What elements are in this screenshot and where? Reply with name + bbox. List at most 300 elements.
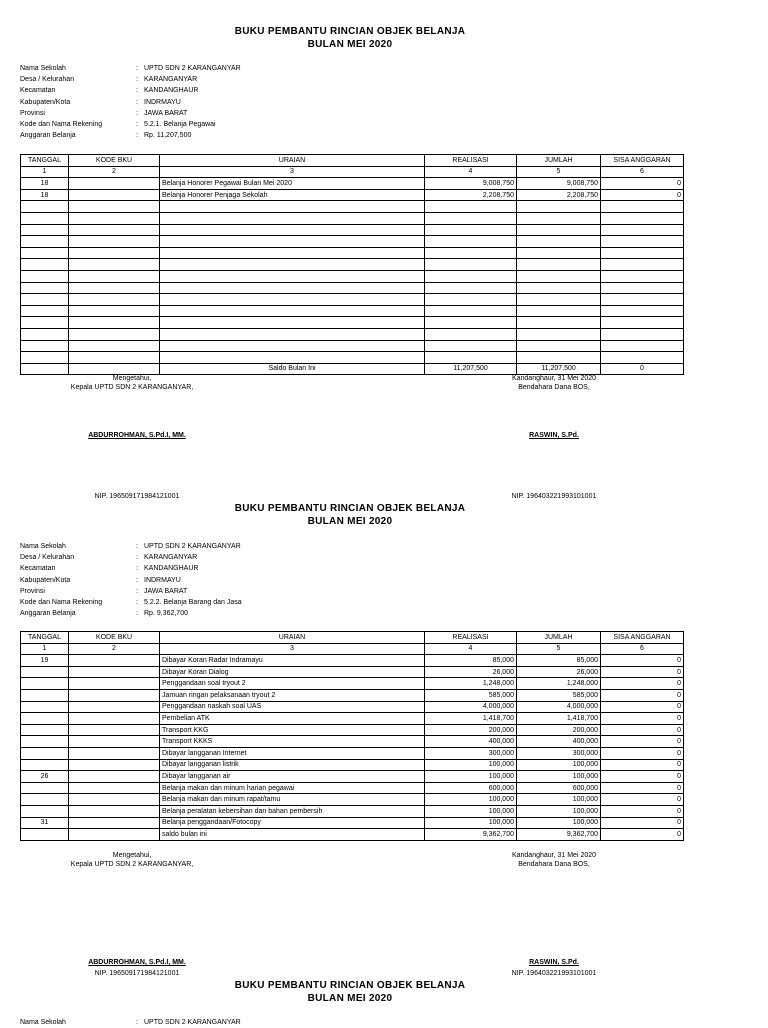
- empty-cell: [601, 236, 684, 248]
- cell-realisasi: 1,248,000: [425, 678, 517, 690]
- cell-sisa: 0: [601, 759, 684, 771]
- empty-row: [21, 305, 684, 317]
- footer-jumlah: 9,362,700: [517, 829, 601, 841]
- cell-sisa: 0: [601, 817, 684, 829]
- empty-cell: [425, 201, 517, 213]
- empty-cell: [160, 294, 425, 306]
- cell-sisa: 0: [601, 689, 684, 701]
- sign-right-name: RASWIN, S.Pd.: [529, 432, 579, 439]
- cell-realisasi: 100,000: [425, 771, 517, 783]
- column-header: URAIAN: [160, 155, 425, 167]
- cell-jumlah: 2,208,750: [517, 189, 601, 201]
- column-header: JUMLAH: [517, 632, 601, 644]
- cell-jumlah: 300,000: [517, 747, 601, 759]
- empty-cell: [69, 317, 160, 329]
- cell-uraian: Belanja Honorer Penjaga Sekolah: [160, 189, 425, 201]
- empty-cell: [517, 294, 601, 306]
- document-title: BUKU PEMBANTU RINCIAN OBJEK BELANJA: [234, 980, 466, 991]
- info-label: Nama Sekolah: [20, 1019, 66, 1026]
- column-header: SISA ANGGARAN: [601, 155, 684, 167]
- document-title: BUKU PEMBANTU RINCIAN OBJEK BELANJA: [234, 503, 466, 514]
- info-row: [20, 85, 241, 96]
- empty-row: [21, 236, 684, 248]
- sign-right-block: [474, 851, 634, 869]
- cell-sisa: 0: [601, 747, 684, 759]
- empty-cell: [69, 236, 160, 248]
- cell-uraian: Transport KKKS: [160, 736, 425, 748]
- cell-jumlah: 4,000,000: [517, 701, 601, 713]
- sign-right-line2: Bendahara Dana BOS,: [518, 384, 590, 391]
- info-colon: :: [136, 98, 138, 106]
- empty-cell: [69, 270, 160, 282]
- cell-jumlah: 100,000: [517, 771, 601, 783]
- info-colon: :: [136, 543, 138, 550]
- cell-tanggal: [21, 666, 69, 678]
- cell-realisasi: 1,418,700: [425, 713, 517, 725]
- empty-cell: [160, 317, 425, 329]
- empty-row: [21, 247, 684, 259]
- sign-left-name: ABDURROHMAN, S.Pd.I, MM.: [88, 959, 186, 966]
- empty-cell: [601, 212, 684, 224]
- info-value: JAWA BARAT: [144, 109, 188, 117]
- empty-cell: [21, 282, 69, 294]
- cell-jumlah: 1,418,700: [517, 713, 601, 725]
- empty-cell: [21, 236, 69, 248]
- cell-tanggal: [21, 782, 69, 794]
- cell-tanggal: [21, 747, 69, 759]
- sign-left-nip: NIP. 196509171984121001: [94, 493, 180, 500]
- info-label: Nama Sekolah: [20, 65, 66, 72]
- cell-realisasi: 300,000: [425, 747, 517, 759]
- cell-tanggal: [21, 805, 69, 817]
- empty-cell: [21, 328, 69, 340]
- cell-kode: [69, 805, 160, 817]
- empty-row: [21, 270, 684, 282]
- cell-uraian: Dibayar Koran Radar Indramayu: [160, 655, 425, 667]
- info-label: Kecamatan: [20, 565, 56, 573]
- column-header: KODE BKU: [69, 155, 160, 167]
- info-label: Kabupaten/Kota: [20, 98, 71, 106]
- cell-uraian: Penggandaan naskah soal UAS: [160, 701, 425, 713]
- empty-cell: [21, 224, 69, 236]
- empty-cell: [425, 247, 517, 259]
- cell-uraian: Dibayar Koran Dialog: [160, 666, 425, 678]
- cell-jumlah: 100,000: [517, 759, 601, 771]
- cell-kode: [69, 713, 160, 725]
- empty-cell: [517, 259, 601, 271]
- info-label: Provinsi: [20, 109, 45, 117]
- empty-cell: [517, 212, 601, 224]
- cell-sisa: 0: [601, 782, 684, 794]
- cell-jumlah: 585,000: [517, 689, 601, 701]
- empty-cell: [517, 282, 601, 294]
- footer-empty: [69, 829, 160, 841]
- cell-uraian: Pembelian ATK: [160, 713, 425, 725]
- empty-cell: [517, 236, 601, 248]
- empty-cell: [160, 236, 425, 248]
- empty-cell: [160, 340, 425, 352]
- school-info: [20, 1017, 241, 1028]
- info-row: [20, 108, 241, 119]
- info-label: Kode dan Nama Rekening: [20, 599, 103, 607]
- empty-cell: [601, 270, 684, 282]
- sign-right-name: RASWIN, S.Pd.: [529, 959, 579, 966]
- info-value: Rp. 9,362,700: [144, 610, 188, 618]
- cell-tanggal: 31: [21, 817, 69, 829]
- empty-cell: [425, 236, 517, 248]
- cell-uraian: Transport KKG: [160, 724, 425, 736]
- empty-row: [21, 259, 684, 271]
- cell-realisasi: 400,000: [425, 736, 517, 748]
- cell-sisa: 0: [601, 189, 684, 201]
- info-colon: :: [136, 76, 138, 84]
- cell-kode: [69, 771, 160, 783]
- info-row: [20, 608, 242, 619]
- table-row: [21, 817, 684, 829]
- column-number: 6: [601, 166, 684, 178]
- cell-uraian: Belanja Honorer Pegawai Bulan Mei 2020: [160, 178, 425, 190]
- column-header: JUMLAH: [517, 155, 601, 167]
- cell-realisasi: 4,000,000: [425, 701, 517, 713]
- cell-kode: [69, 678, 160, 690]
- cell-jumlah: 1,248,000: [517, 678, 601, 690]
- column-number: 5: [517, 166, 601, 178]
- sign-right-block: [474, 374, 634, 392]
- cell-kode: [69, 724, 160, 736]
- document-title: BUKU PEMBANTU RINCIAN OBJEK BELANJA: [234, 26, 466, 37]
- cell-sisa: 0: [601, 655, 684, 667]
- cell-sisa: 0: [601, 701, 684, 713]
- document-subtitle: BULAN MEI 2020: [307, 993, 393, 1004]
- ledger-table: [20, 154, 684, 375]
- empty-cell: [21, 294, 69, 306]
- header-row: [21, 632, 684, 644]
- info-label: Desa / Kelurahan: [20, 76, 75, 84]
- cell-tanggal: [21, 759, 69, 771]
- column-header: URAIAN: [160, 632, 425, 644]
- cell-kode: [69, 189, 160, 201]
- empty-cell: [160, 259, 425, 271]
- info-value: INDRMAYU: [144, 576, 181, 584]
- column-number-row: [21, 166, 684, 178]
- empty-cell: [517, 305, 601, 317]
- table-row: [21, 782, 684, 794]
- column-number: 3: [160, 643, 425, 655]
- empty-cell: [21, 352, 69, 364]
- column-number: 4: [425, 166, 517, 178]
- document-subtitle: BULAN MEI 2020: [307, 516, 393, 527]
- cell-realisasi: 585,000: [425, 689, 517, 701]
- empty-cell: [21, 317, 69, 329]
- column-header: TANGGAL: [21, 155, 69, 167]
- info-label: Provinsi: [20, 587, 45, 595]
- footer-label: saldo bulan ini: [160, 829, 425, 841]
- ledger-table: [20, 631, 684, 841]
- info-label: Desa / Kelurahan: [20, 554, 75, 562]
- empty-cell: [160, 201, 425, 213]
- empty-cell: [69, 352, 160, 364]
- info-row: [20, 575, 242, 586]
- column-number: 1: [21, 166, 69, 178]
- footer-label: Saldo Bulan Ini: [160, 363, 425, 375]
- cell-realisasi: 9,008,750: [425, 178, 517, 190]
- table-row: [21, 189, 684, 201]
- cell-sisa: 0: [601, 178, 684, 190]
- table-row: [21, 678, 684, 690]
- empty-row: [21, 294, 684, 306]
- sign-right-line1: Kandanghaur, 31 Mei 2020: [511, 375, 597, 382]
- footer-empty: [21, 829, 69, 841]
- empty-row: [21, 212, 684, 224]
- column-header: REALISASI: [425, 632, 517, 644]
- cell-kode: [69, 701, 160, 713]
- empty-cell: [425, 340, 517, 352]
- empty-cell: [601, 294, 684, 306]
- empty-cell: [69, 224, 160, 236]
- sign-left-block: [52, 374, 212, 392]
- footer-row: [21, 829, 684, 841]
- empty-cell: [601, 317, 684, 329]
- cell-uraian: Belanja makan dan minum harian pegawai: [160, 782, 425, 794]
- cell-jumlah: 200,000: [517, 724, 601, 736]
- empty-cell: [69, 247, 160, 259]
- cell-jumlah: 85,000: [517, 655, 601, 667]
- empty-cell: [425, 259, 517, 271]
- info-colon: :: [136, 587, 138, 595]
- empty-cell: [69, 212, 160, 224]
- empty-row: [21, 224, 684, 236]
- table-row: [21, 736, 684, 748]
- empty-cell: [21, 270, 69, 282]
- empty-cell: [601, 328, 684, 340]
- table-row: [21, 724, 684, 736]
- empty-cell: [69, 294, 160, 306]
- empty-row: [21, 201, 684, 213]
- cell-jumlah: 600,000: [517, 782, 601, 794]
- sign-left-name: ABDURROHMAN, S.Pd.I, MM.: [88, 432, 186, 439]
- empty-cell: [21, 340, 69, 352]
- empty-cell: [425, 328, 517, 340]
- empty-cell: [425, 270, 517, 282]
- sign-left-block: [52, 851, 212, 869]
- empty-cell: [425, 305, 517, 317]
- table-row: [21, 805, 684, 817]
- info-value: JAWA BARAT: [144, 587, 188, 595]
- empty-cell: [21, 212, 69, 224]
- info-row: [20, 552, 242, 563]
- empty-row: [21, 282, 684, 294]
- cell-realisasi: 100,000: [425, 794, 517, 806]
- cell-tanggal: [21, 724, 69, 736]
- empty-cell: [160, 270, 425, 282]
- school-info: [20, 63, 241, 141]
- info-row: [20, 1017, 241, 1028]
- cell-uraian: Belanja makan dan minum rapat/tamu: [160, 794, 425, 806]
- info-label: Kecamatan: [20, 87, 56, 95]
- table-row: [21, 178, 684, 190]
- footer-realisasi: 9,362,700: [425, 829, 517, 841]
- column-number: 4: [425, 643, 517, 655]
- empty-cell: [517, 270, 601, 282]
- cell-sisa: 0: [601, 771, 684, 783]
- empty-cell: [160, 328, 425, 340]
- empty-cell: [601, 340, 684, 352]
- info-value: Rp. 11,207,500: [144, 132, 192, 140]
- cell-tanggal: [21, 736, 69, 748]
- cell-tanggal: [21, 689, 69, 701]
- info-colon: :: [136, 87, 138, 95]
- empty-cell: [21, 259, 69, 271]
- column-header: REALISASI: [425, 155, 517, 167]
- info-value: 5.2.2. Belanja Barang dan Jasa: [144, 599, 242, 607]
- info-colon: :: [136, 565, 138, 573]
- empty-cell: [69, 340, 160, 352]
- cell-uraian: Jamuan ringan pelaksanaan tryout 2: [160, 689, 425, 701]
- info-label: Kode dan Nama Rekening: [20, 121, 103, 129]
- table-row: [21, 655, 684, 667]
- empty-cell: [601, 352, 684, 364]
- sign-left-line2: Kepala UPTD SDN 2 KARANGANYAR,: [70, 861, 194, 868]
- empty-cell: [601, 224, 684, 236]
- empty-cell: [517, 340, 601, 352]
- info-colon: :: [136, 65, 138, 72]
- empty-cell: [601, 201, 684, 213]
- cell-jumlah: 100,000: [517, 794, 601, 806]
- empty-cell: [601, 282, 684, 294]
- cell-realisasi: 85,000: [425, 655, 517, 667]
- cell-jumlah: 400,000: [517, 736, 601, 748]
- table-row: [21, 689, 684, 701]
- empty-cell: [517, 328, 601, 340]
- empty-cell: [160, 352, 425, 364]
- cell-realisasi: 600,000: [425, 782, 517, 794]
- empty-cell: [21, 305, 69, 317]
- info-row: [20, 541, 242, 552]
- empty-cell: [601, 305, 684, 317]
- empty-row: [21, 352, 684, 364]
- cell-kode: [69, 759, 160, 771]
- cell-realisasi: 100,000: [425, 817, 517, 829]
- document-subtitle: BULAN MEI 2020: [307, 39, 393, 50]
- footer-realisasi: 11,207,500: [425, 363, 517, 375]
- empty-cell: [160, 282, 425, 294]
- column-number-row: [21, 643, 684, 655]
- empty-cell: [160, 212, 425, 224]
- empty-cell: [69, 259, 160, 271]
- cell-tanggal: [21, 678, 69, 690]
- table-row: [21, 794, 684, 806]
- cell-uraian: Dibayar langganan air: [160, 771, 425, 783]
- footer-sisa: 0: [601, 829, 684, 841]
- cell-sisa: 0: [601, 736, 684, 748]
- empty-cell: [517, 224, 601, 236]
- cell-tanggal: 18: [21, 178, 69, 190]
- info-row: [20, 586, 242, 597]
- empty-cell: [69, 328, 160, 340]
- empty-cell: [425, 212, 517, 224]
- empty-cell: [160, 247, 425, 259]
- cell-tanggal: [21, 794, 69, 806]
- empty-cell: [425, 282, 517, 294]
- column-number: 2: [69, 166, 160, 178]
- empty-cell: [21, 247, 69, 259]
- cell-jumlah: 9,008,750: [517, 178, 601, 190]
- column-number: 2: [69, 643, 160, 655]
- cell-kode: [69, 689, 160, 701]
- cell-uraian: Dibayar langganan listrik: [160, 759, 425, 771]
- info-row: [20, 97, 241, 108]
- info-label: Nama Sekolah: [20, 543, 66, 550]
- cell-jumlah: 26,000: [517, 666, 601, 678]
- header-row: [21, 155, 684, 167]
- info-value: UPTD SDN 2 KARANGANYAR: [144, 1019, 241, 1026]
- empty-cell: [69, 201, 160, 213]
- sign-right-nip: NIP. 196403221993101001: [511, 970, 597, 977]
- column-number: 1: [21, 643, 69, 655]
- info-colon: :: [136, 610, 138, 618]
- empty-cell: [517, 352, 601, 364]
- cell-tanggal: [21, 713, 69, 725]
- empty-cell: [601, 247, 684, 259]
- cell-uraian: Dibayar langganan Internet: [160, 747, 425, 759]
- info-value: KARANGANYAR: [144, 554, 198, 562]
- empty-cell: [517, 201, 601, 213]
- info-colon: :: [136, 1019, 138, 1026]
- info-value: UPTD SDN 2 KARANGANYAR: [144, 543, 241, 550]
- empty-cell: [601, 259, 684, 271]
- column-number: 6: [601, 643, 684, 655]
- sign-left-line1: Mengetahui,: [112, 375, 152, 382]
- info-row: [20, 130, 241, 141]
- cell-tanggal: [21, 701, 69, 713]
- sign-left-line1: Mengetahui,: [112, 852, 152, 859]
- sign-left-nip: NIP. 196509171984121001: [94, 970, 180, 977]
- column-number: 3: [160, 166, 425, 178]
- empty-cell: [517, 317, 601, 329]
- cell-kode: [69, 736, 160, 748]
- empty-cell: [160, 224, 425, 236]
- cell-sisa: 0: [601, 805, 684, 817]
- info-colon: :: [136, 109, 138, 117]
- sign-right-line1: Kandanghaur, 31 Mei 2020: [511, 852, 597, 859]
- sign-right-line2: Bendahara Dana BOS,: [518, 861, 590, 868]
- cell-kode: [69, 782, 160, 794]
- info-colon: :: [136, 121, 138, 129]
- info-row: [20, 563, 242, 574]
- cell-sisa: 0: [601, 724, 684, 736]
- info-value: UPTD SDN 2 KARANGANYAR: [144, 65, 241, 72]
- empty-row: [21, 340, 684, 352]
- cell-realisasi: 26,000: [425, 666, 517, 678]
- empty-cell: [69, 282, 160, 294]
- empty-cell: [21, 201, 69, 213]
- cell-sisa: 0: [601, 794, 684, 806]
- cell-uraian: Belanja penggandaan/Fotocopy: [160, 817, 425, 829]
- cell-kode: [69, 655, 160, 667]
- column-number: 5: [517, 643, 601, 655]
- table-row: [21, 701, 684, 713]
- sign-right-nip: NIP. 196403221993101001: [511, 493, 597, 500]
- empty-cell: [425, 317, 517, 329]
- info-colon: :: [136, 132, 138, 140]
- table-row: [21, 747, 684, 759]
- cell-realisasi: 2,208,750: [425, 189, 517, 201]
- info-colon: :: [136, 554, 138, 562]
- info-value: KARANGANYAR: [144, 76, 198, 84]
- empty-row: [21, 328, 684, 340]
- info-row: [20, 597, 242, 608]
- empty-cell: [517, 247, 601, 259]
